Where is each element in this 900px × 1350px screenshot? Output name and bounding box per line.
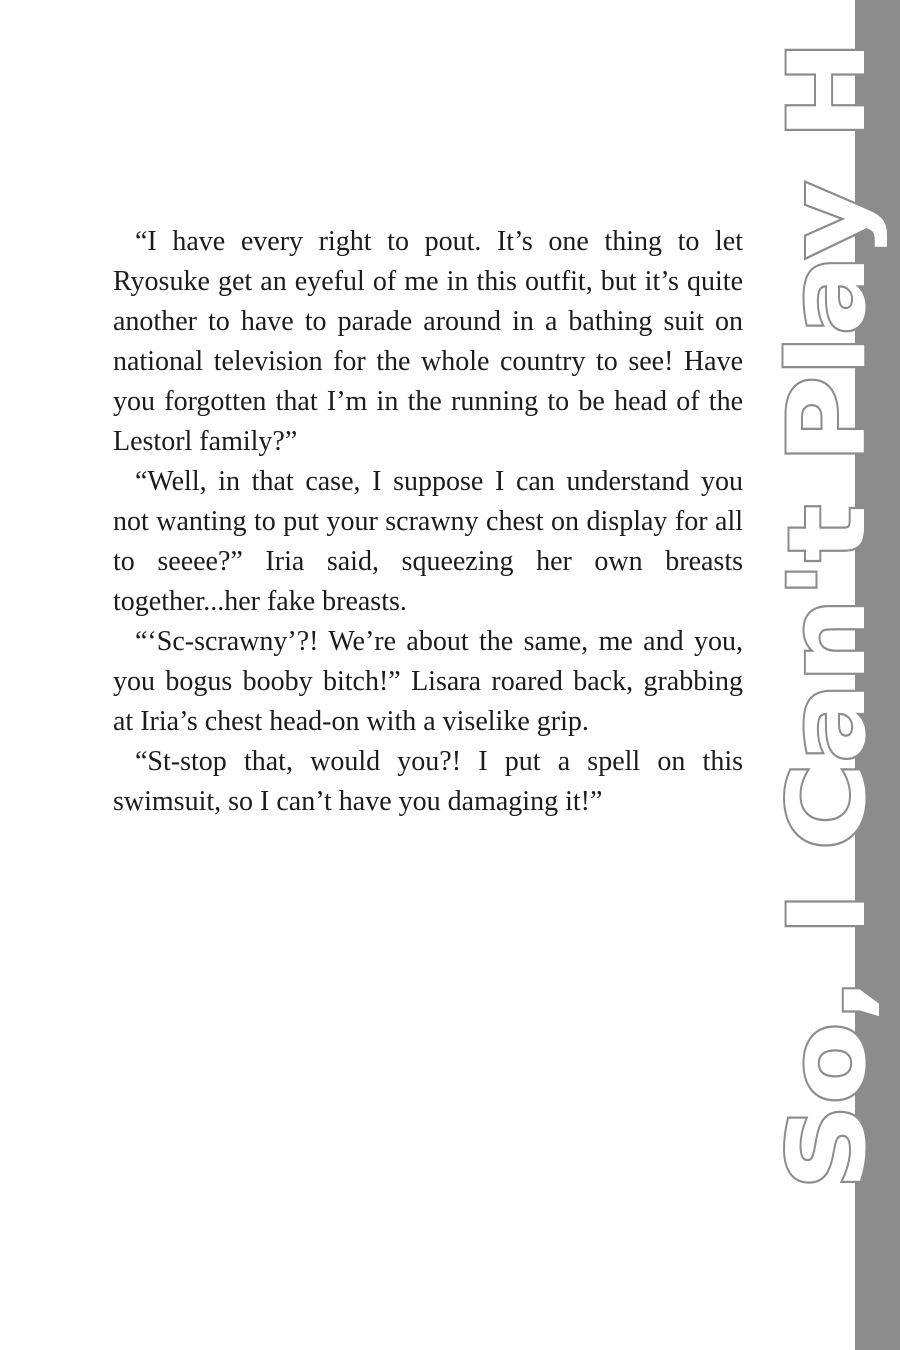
paragraph: “I have every right to pout. It’s one thing to let Ryosuke get an eyeful of me in this outfit, but it’s quite another to have to parade around in a bathing suit on national television for the whole country to see! Have you forgotten that I’m in the running to be head of the Lestorl family?” — [113, 226, 743, 457]
paragraph: “‘Sc-scrawny’?! We’re about the same, me and you, you bogus booby bitch!” Lisara roared back, grabbing at Iria’s chest head-on with a viselike grip. — [113, 626, 743, 737]
paragraph: “Well, in that case, I suppose I can understand you not wanting to put your scrawny chest on display for all to seeee?” Iria said, squeezing her own breasts together...her fake breasts. — [113, 466, 743, 617]
running-title: So, I Can't Play H — [766, 165, 889, 1190]
paragraph: “St-stop that, would you?! I put a spell on this swimsuit, so I can’t have you damaging it!” — [113, 746, 743, 817]
body-text — [113, 222, 743, 822]
side-band — [855, 0, 900, 1350]
